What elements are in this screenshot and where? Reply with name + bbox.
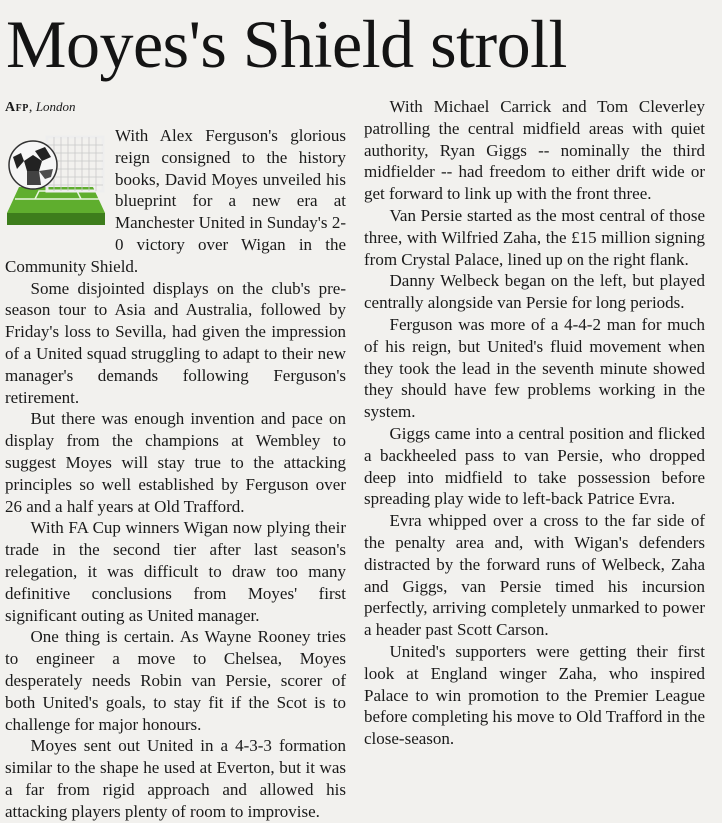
article-column-right: [364, 96, 705, 750]
paragraph: United's supporters were getting their first look at England winger Zaha, who inspired Palace to win promotion to the Premier League before completing his move to Old Trafford in the close-season.: [364, 641, 705, 749]
headline: Moyes's Shield stroll: [6, 6, 567, 82]
paragraph: With Alex Ferguson's glorious reign consigned to the history books, David Moyes unveiled his blueprint for a new era at Manchester United in Sunday's 2-0 victory over Wigan in the Community Shield.: [5, 126, 346, 276]
byline: Afp, London: [5, 99, 76, 115]
paragraph: With FA Cup winners Wigan now plying their trade in the second tier after last season's relegation, it was difficult to draw too many definitive conclusions from Moyes' first significant outing as United manager.: [5, 518, 346, 625]
paragraph: Moyes sent out United in a 4-3-3 formation similar to the shape he used at Everton, but it was a far from rigid approach and allowed his attacking players plenty of room to improvise.: [5, 736, 346, 821]
paragraph: Evra whipped over a cross to the far side of the penalty area and, with Wigan's defenders distracted by the forward runs of Welbeck, Zaha and Giggs, van Persie timed his incursion perfectly, arriving completely unmarked to power a header past Scott Carson.: [364, 511, 705, 640]
paragraph: But there was enough invention and pace on display from the champions at Wembley to suggest Moyes will stay true to the attacking principles so well established by Ferguson over 26 and a half years at Old Trafford.: [5, 409, 346, 516]
paragraph: One thing is certain. As Wayne Rooney tries to engineer a move to Chelsea, Moyes desperately needs Robin van Persie, scorer of both United's goals, to stay fit if the Scot is to challenge for major honours.: [5, 627, 346, 734]
paragraph: Giggs came into a central position and flicked a backheeled pass to van Persie, who dropped deep into midfield to take possession before spreading play wide to left-back Patrice Evra.: [364, 423, 705, 509]
byline-agency: Afp: [5, 100, 29, 115]
paragraph: Danny Welbeck began on the left, but played centrally alongside van Persie for long periods.: [364, 271, 705, 313]
paragraph: Van Persie started as the most central of those three, with Wilfried Zaha, the £15 million signing from Crystal Palace, lined up on the right flank.: [364, 205, 705, 269]
paragraph: Some disjointed displays on the club's pre-season tour to Asia and Australia, followed by Friday's loss to Sevilla, had given the impression of a United squad struggling to adapt to their new manager's demands following Ferguson's retirement.: [5, 278, 346, 407]
football-goal-icon: [5, 129, 107, 231]
paragraph: With Michael Carrick and Tom Cleverley patrolling the central midfield areas with quiet authority, Ryan Giggs -- nominally the third midfielder -- had freedom to either drift wide or get forward to link up with the front three.: [364, 97, 705, 204]
paragraph: Ferguson was more of a 4-4-2 man for much of his reign, but United's fluid movement when they took the lead in the seventh minute showed they should have few problems working in the system.: [364, 314, 705, 422]
article-column-left: [5, 96, 346, 823]
byline-city: London: [35, 99, 76, 114]
